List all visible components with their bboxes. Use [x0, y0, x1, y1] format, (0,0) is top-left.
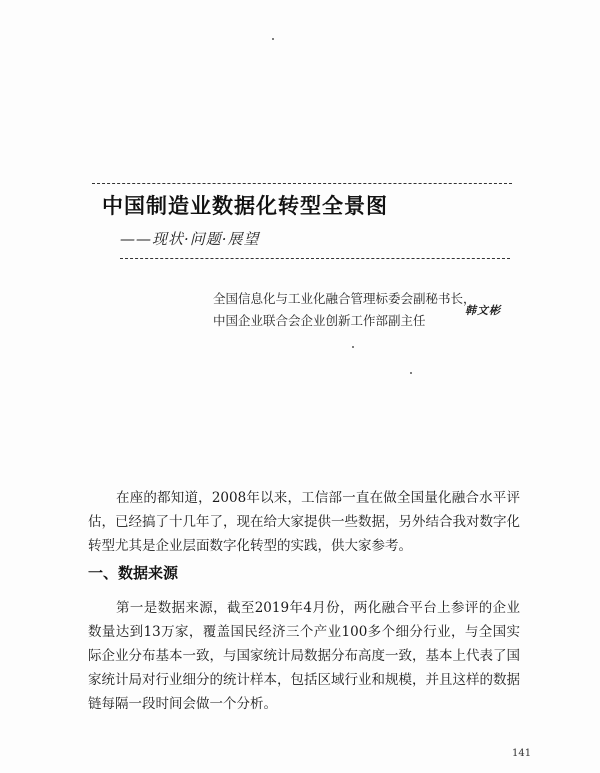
body-paragraph-intro: 在座的都知道，2008年以来，工信部一直在做全国量化融合水平评估，已经搞了十几年了，现在给大家提供一些数据，另外结合我对数字化转型尤其是企业层面数字化转型的实践，供大家参考。: [88, 490, 520, 554]
scan-speck: [352, 346, 354, 348]
page-number: 141: [512, 748, 532, 759]
section-heading: 一、数据来源: [88, 564, 179, 582]
article-subtitle: ——现状·问题·展望: [120, 230, 260, 248]
author-affiliation-line2: 中国企业联合会企业创新工作部副主任: [213, 313, 426, 328]
author-name: 韩文彬: [465, 304, 501, 317]
article-title: 中国制造业数据化转型全景图: [102, 194, 388, 218]
author-affiliation-line1: 全国信息化与工业化融合管理标委会副秘书长，: [213, 291, 476, 306]
title-bottom-rule: [120, 258, 510, 259]
scan-speck: [410, 372, 412, 374]
scan-speck: [272, 38, 274, 40]
title-top-rule: [92, 183, 512, 184]
body-paragraph-data-source: 第一是数据来源，截至2019年4月份，两化融合平台上参评的企业数量达到13万家，覆盖国民经济三个产业100多个细分行业，与全国实际企业分布基本一致，与国家统计局数据分布高度一致，基本上代表了国家统计局对行业细分的统计样本，包括区域行业和规模，并且这样的数据链每隔一段时间会做一个分析。: [88, 600, 520, 712]
